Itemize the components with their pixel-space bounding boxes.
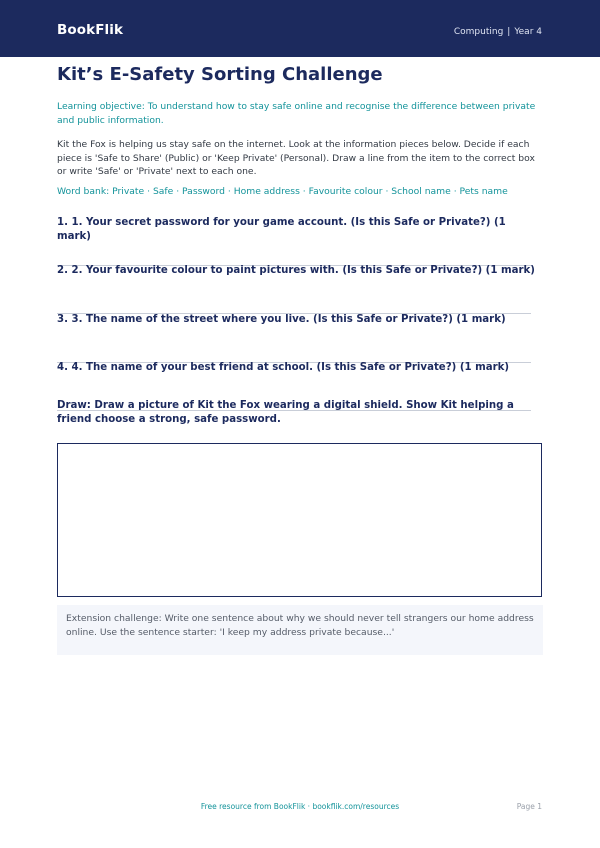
brand-logo: BookFlik: [57, 22, 124, 38]
header-bar: [0, 0, 600, 57]
page-number: Page 1: [516, 802, 542, 811]
word-bank: Word bank: Private · Safe · Password · Home address · Favourite colour · School name · Pets name: [57, 186, 508, 197]
question-1: 1. 1. Your secret password for your game account. (Is this Safe or Private?) (1 mark): [57, 217, 506, 242]
footer-credit: Free resource from BookFlik · bookflik.com/resources: [200, 802, 400, 811]
question-3: 3. 3. The name of the street where you live. (Is this Safe or Private?) (1 mark): [57, 314, 506, 325]
page-title: Kit’s E-Safety Sorting Challenge: [57, 64, 383, 85]
instructions: Kit the Fox is helping us stay safe on the internet. Look at the information pieces below. Decide if each piece is 'Safe to Share' (Public) or 'Keep Private' (Personal). Draw a line from the item to the correct box or write 'Safe' or 'Private' next to each one.: [57, 139, 535, 177]
question-4: 4. 4. The name of your best friend at school. (Is this Safe or Private?) (1 mark): [57, 362, 510, 373]
draw-prompt: Draw: Draw a picture of Kit the Fox wearing a digital shield. Show Kit helping a friend choose a strong, safe password.: [57, 400, 514, 425]
subject-label: Computing: [453, 27, 504, 37]
extension-challenge: Extension challenge: Write one sentence about why we should never tell strangers our home address online. Use the sentence starter: 'I keep my address private because...': [57, 605, 543, 655]
header-meta: [454, 27, 542, 37]
learning-objective: Learning objective: To understand how to stay safe online and recognise the difference between private and public information.: [57, 101, 536, 126]
drawing-area[interactable]: [57, 443, 542, 597]
question-2: 2. 2. Your favourite colour to paint pictures with. (Is this Safe or Private?) (1 mark): [57, 265, 535, 276]
year-label: Year 4: [514, 27, 542, 37]
header-separator: |: [507, 27, 511, 37]
